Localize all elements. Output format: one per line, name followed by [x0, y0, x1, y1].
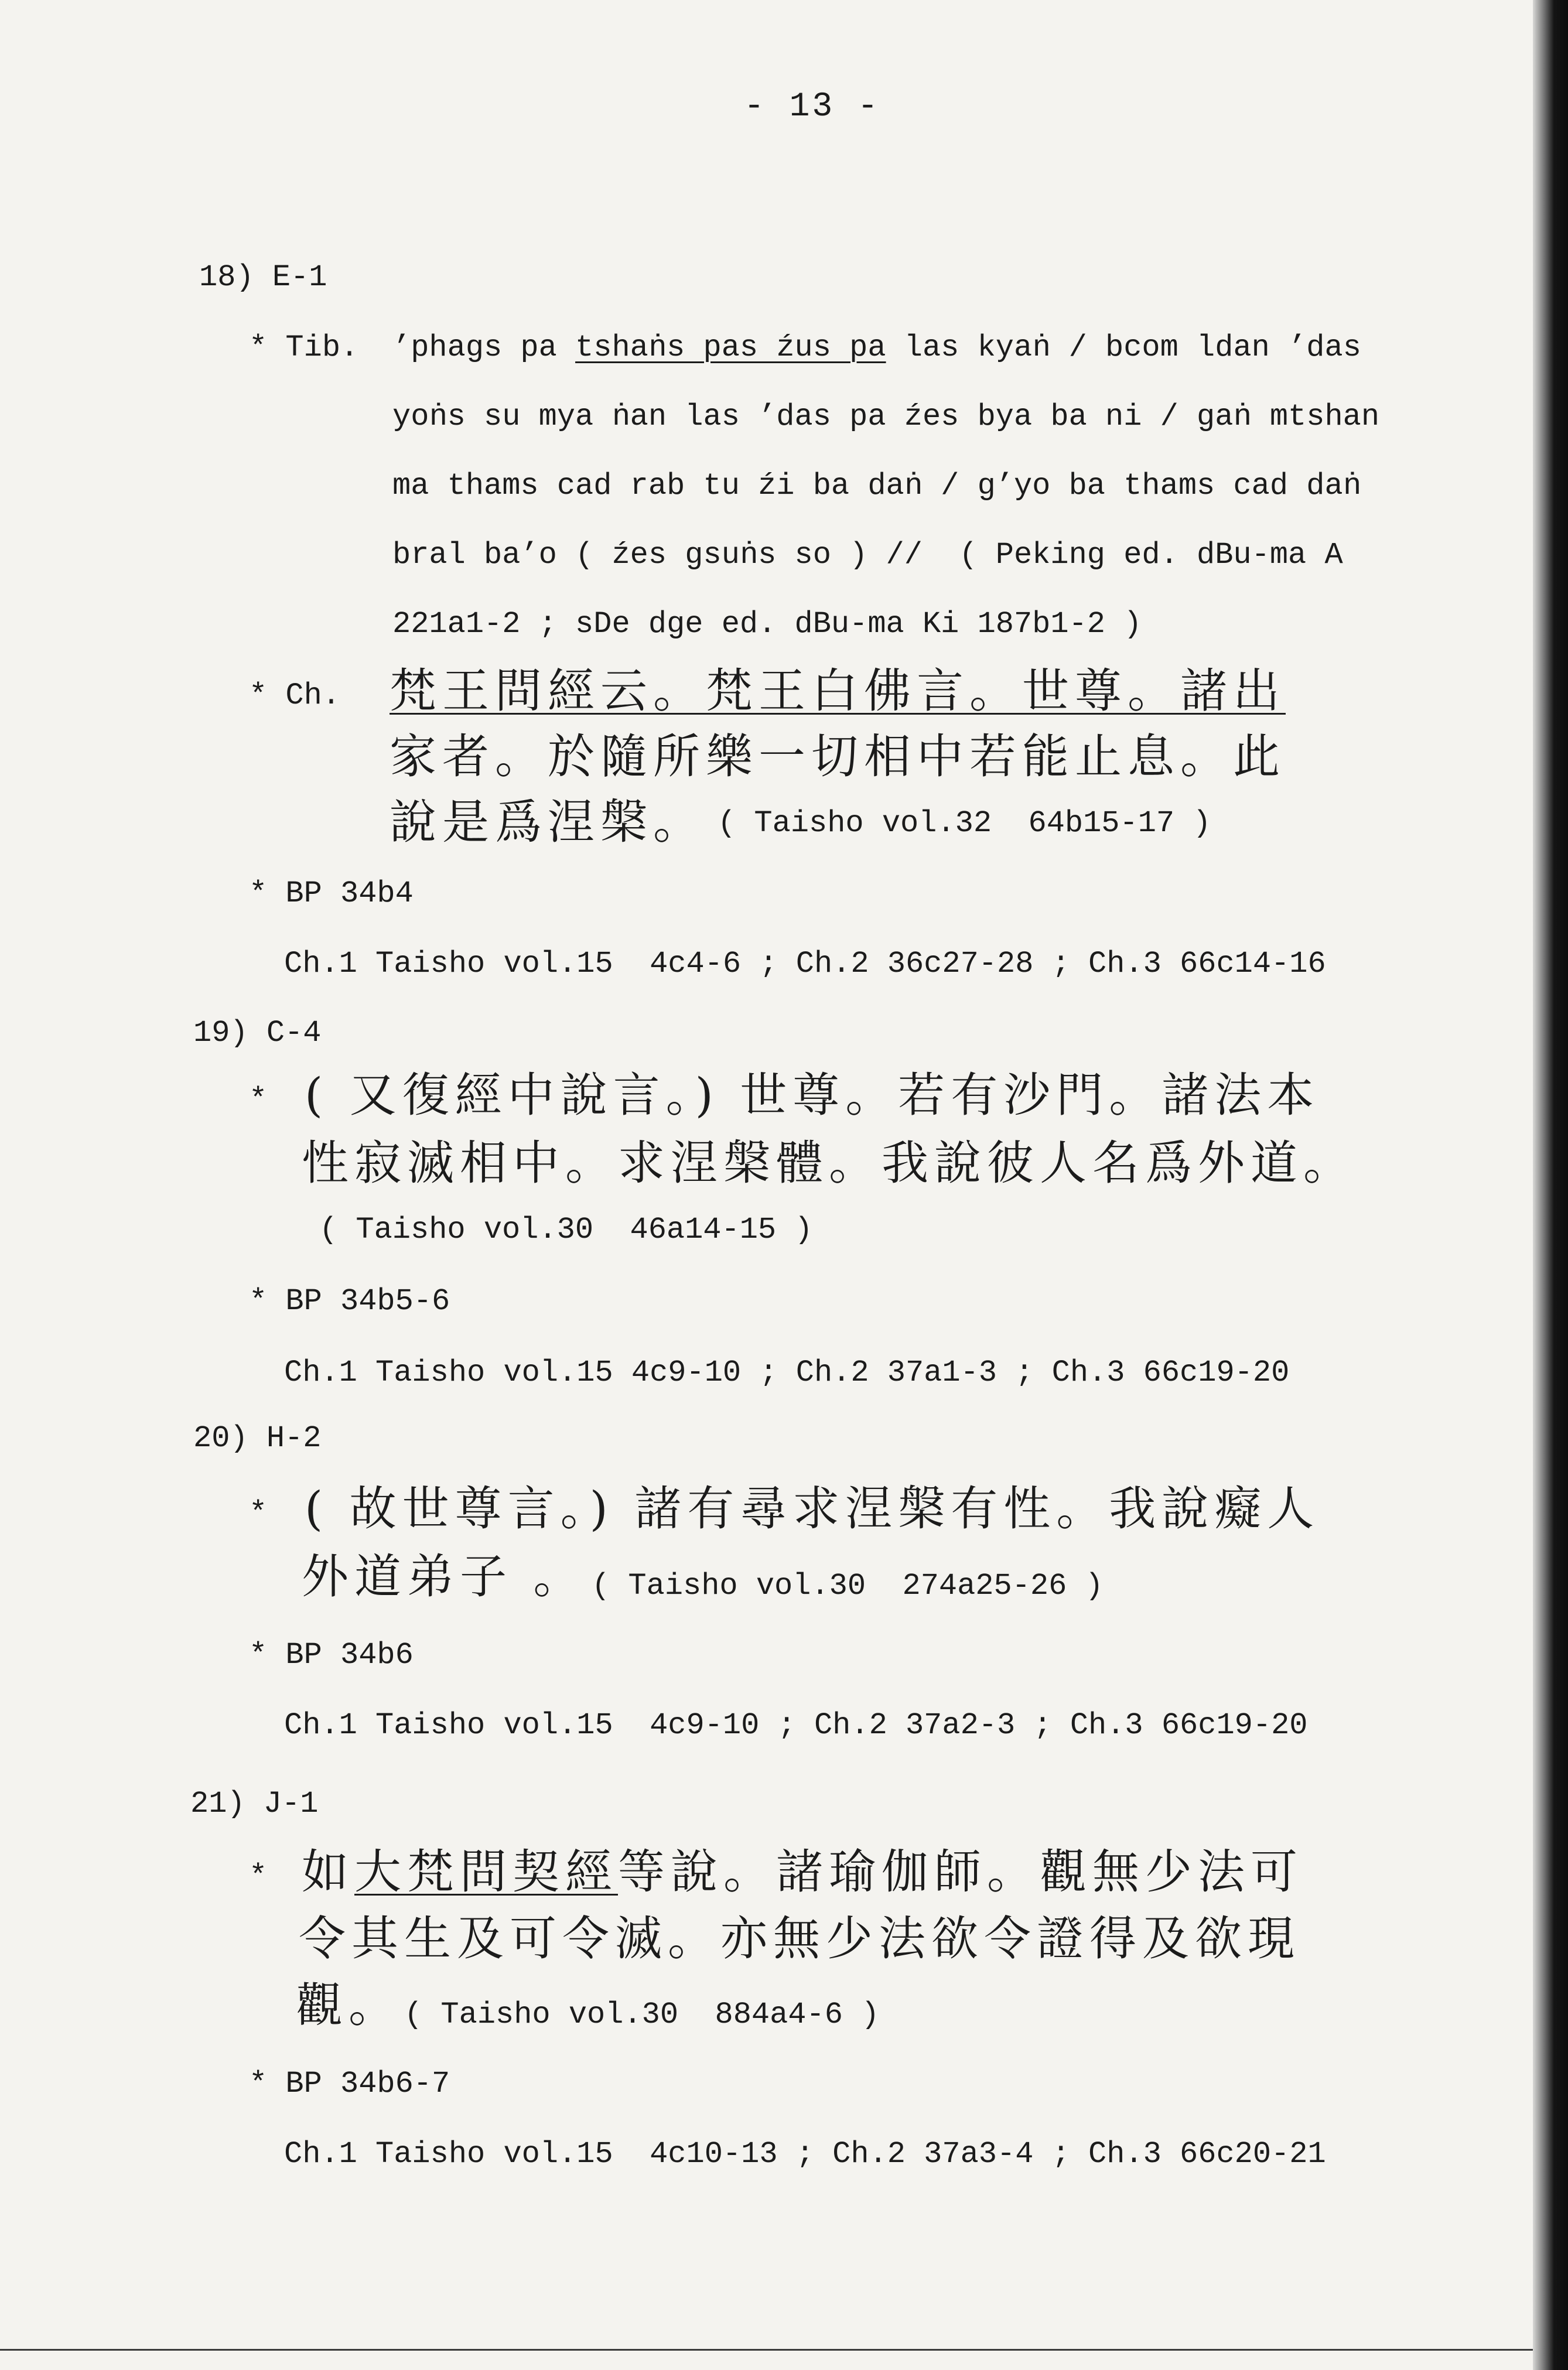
- entry-21-bp: * BP 34b6-7: [249, 2067, 450, 2101]
- entry-18-label: 18) E-1: [199, 260, 327, 295]
- entry-18-tib-marker: * Tib.: [249, 330, 359, 365]
- ch-title-underlined: 大梵問契經: [354, 1845, 618, 1899]
- entry-19-bp: * BP 34b5-6: [249, 1284, 450, 1319]
- entry-19-ref: ( Taisho vol.30 46a14-15 ): [319, 1213, 813, 1247]
- tib-text: las kyaṅ / bcom ldan ’das: [886, 330, 1361, 365]
- entry-21-refs: Ch.1 Taisho vol.15 4c10-13 ; Ch.2 37a3-4 ; Ch.3 66c20-21: [284, 2137, 1326, 2171]
- entry-18-ch-marker: * Ch.: [249, 678, 341, 713]
- entry-18-refs: Ch.1 Taisho vol.15 4c4-6 ; Ch.2 36c27-28 ; Ch.3 66c14-16: [284, 947, 1326, 981]
- entry-18-tib-line-1: [392, 330, 1361, 365]
- entry-21-ch-line-1: [302, 1845, 1303, 1899]
- ch-text: 如: [302, 1845, 354, 1899]
- entry-18-tib-line-3: ma thams cad rab tu źi ba daṅ / g’yo ba thams cad daṅ: [392, 469, 1361, 503]
- entry-18-bp: * BP 34b4: [249, 876, 414, 911]
- entry-20-label: 20) H-2: [193, 1421, 322, 1456]
- entry-20-ch-line-1: ( 故世尊言。) 諸有尋求涅槃有性。我說癡人: [305, 1481, 1320, 1536]
- entry-18-ch-ref: ( Taisho vol.32 64b15-17 ): [718, 806, 1211, 841]
- entry-18-ch-line-1: 梵王問經云。梵王白佛言。世尊。諸出: [390, 664, 1286, 718]
- entry-20-refs: Ch.1 Taisho vol.15 4c9-10 ; Ch.2 37a2-3 ; Ch.3 66c19-20: [284, 1708, 1308, 1743]
- bottom-rule: [0, 2349, 1533, 2351]
- entry-19-marker: *: [249, 1082, 268, 1117]
- entry-20-bp: * BP 34b6: [249, 1638, 414, 1672]
- entry-19-refs: Ch.1 Taisho vol.15 4c9-10 ; Ch.2 37a1-3 ; Ch.3 66c19-20: [284, 1355, 1290, 1390]
- entry-19-label: 19) C-4: [193, 1016, 322, 1050]
- page-number: - 13 -: [744, 88, 880, 126]
- ch-text: 等說。諸瑜伽師。觀無少法可: [618, 1845, 1303, 1899]
- entry-20-ref: ( Taisho vol.30 274a25-26 ): [592, 1569, 1104, 1603]
- tib-text: ’phags pa: [392, 330, 576, 365]
- entry-21-ch-line-3: 觀。: [296, 1978, 401, 2033]
- entry-19-ch-line-2: 性寂滅相中。求涅槃體。我說彼人名爲外道。: [302, 1136, 1356, 1190]
- entry-21-marker: *: [249, 1859, 268, 1894]
- entry-18-tib-line-5: 221a1-2 ; sDe dge ed. dBu-ma Ki 187b1-2 ): [392, 607, 1142, 641]
- entry-21-ref: ( Taisho vol.30 884a4-6 ): [404, 1997, 880, 2032]
- entry-21-label: 21) J-1: [190, 1787, 319, 1821]
- scanned-page-edge: [1533, 0, 1568, 2370]
- entry-18-tib-line-2: yoṅs su mya ṅan las ’das pa źes bya ba ni / gaṅ mtshan: [392, 399, 1380, 434]
- tib-title-underlined: tshaṅs pas źus pa: [575, 330, 886, 365]
- entry-20-ch-line-2: 外道弟子 。: [302, 1549, 586, 1604]
- entry-18-tib-line-4: bral ba’o ( źes gsuṅs so ) // ( Peking ed. dBu-ma A: [392, 538, 1343, 572]
- entry-18-ch-line-2: 家者。於隨所樂一切相中若能止息。此: [390, 729, 1286, 784]
- entry-20-marker: *: [249, 1496, 268, 1531]
- entry-18-ch-line-3: 說是爲涅槃。: [390, 795, 706, 849]
- entry-21-ch-line-2: 令其生及可令滅。亦無少法欲令證得及欲現: [299, 1911, 1300, 1966]
- entry-19-ch-line-1: ( 又復經中說言。) 世尊。若有沙門。諸法本: [305, 1068, 1320, 1122]
